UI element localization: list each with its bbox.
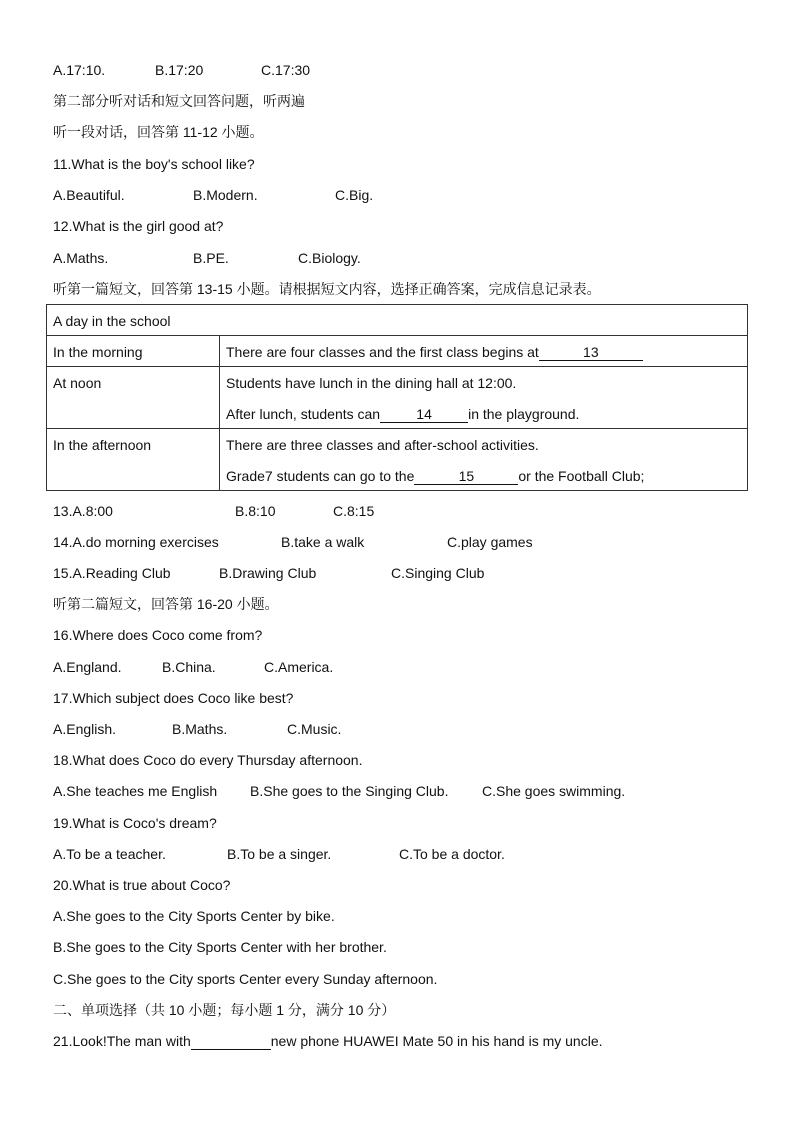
q11-option-b: B.Modern.: [193, 187, 258, 203]
q20-option-a: A.She goes to the City Sports Center by bike.: [53, 908, 335, 924]
q10-option-a: A.17:10.: [53, 62, 106, 78]
q12-option-a: A.Maths.: [53, 250, 109, 266]
q15-option-c: C.Singing Club: [391, 565, 485, 581]
dialog-intro: 听一段对话，回答第 11-12 小题。: [53, 124, 264, 140]
q19-option-b: B.To be a singer.: [227, 846, 332, 862]
q12-option-c: C.Biology.: [298, 250, 361, 266]
noon-text-cell: [220, 367, 748, 429]
q21-stem-post: new phone HUAWEI Mate 50 in his hand is my uncle.: [270, 1033, 603, 1049]
passage2-intro: 听第二篇短文，回答第 16-20 小题。: [53, 596, 279, 612]
q16-option-a: A.England.: [53, 659, 122, 675]
q11-stem: 11.What is the boy's school like?: [53, 156, 255, 172]
q21-stem-pre: 21.Look!The man with: [53, 1033, 191, 1049]
q15-option-a: 15.A.Reading Club: [53, 565, 171, 581]
blank-15: 15: [414, 468, 518, 485]
afternoon-label: In the afternoon: [53, 437, 152, 453]
q16-option-b: B.China.: [162, 659, 216, 675]
q12-option-b: B.PE.: [193, 250, 229, 266]
noon-label-cell: [47, 367, 220, 429]
q17-option-c: C.Music.: [287, 721, 342, 737]
q16-option-c: C.America.: [264, 659, 334, 675]
q14-option-b: B.take a walk: [281, 534, 365, 550]
q13-option-c: C.8:15: [333, 503, 375, 519]
morning-text-cell: [220, 336, 748, 367]
afternoon-line-2-post: or the Football Club;: [518, 468, 645, 484]
q11-option-a: A.Beautiful.: [53, 187, 125, 203]
q13-option-b: B.8:10: [235, 503, 276, 519]
passage1-intro: 听第一篇短文，回答第 13-15 小题。请根据短文内容，选择正确答案，完成信息记录表。: [53, 281, 601, 297]
noon-label: At noon: [53, 375, 102, 391]
q17-stem: 17.Which subject does Coco like best?: [53, 690, 294, 706]
q14-option-a: 14.A.do morning exercises: [53, 534, 219, 550]
q20-stem: 20.What is true about Coco?: [53, 877, 231, 893]
q10-option-c: C.17:30: [261, 62, 311, 78]
morning-label: In the morning: [53, 344, 143, 360]
info-record-table: [46, 304, 748, 491]
afternoon-line-2-pre: Grade7 students can go to the: [226, 468, 415, 484]
morning-label-cell: [47, 336, 220, 367]
q19-option-a: A.To be a teacher.: [53, 846, 166, 862]
q19-option-c: C.To be a doctor.: [399, 846, 505, 862]
q12-stem: 12.What is the girl good at?: [53, 218, 224, 234]
afternoon-text-cell: [220, 429, 748, 491]
table-title-cell: [47, 305, 748, 336]
q13-option-a: 13.A.8:00: [53, 503, 113, 519]
q10-option-b: B.17:20: [155, 62, 204, 78]
section2-heading: 二、单项选择（共 10 小题；每小题 1 分，满分 10 分）: [53, 1002, 396, 1018]
afternoon-line-1: There are three classes and after-school activities.: [226, 437, 539, 453]
table-title: A day in the school: [53, 313, 171, 329]
q19-stem: 19.What is Coco's dream?: [53, 815, 217, 831]
q18-option-a: A.She teaches me English: [53, 783, 218, 799]
blank-14: 14: [380, 406, 468, 423]
q18-stem: 18.What does Coco do every Thursday afternoon.: [53, 752, 363, 768]
blank-13: 13: [539, 344, 643, 361]
q17-option-a: A.English.: [53, 721, 117, 737]
q18-option-c: C.She goes swimming.: [482, 783, 626, 799]
q14-option-c: C.play games: [447, 534, 533, 550]
q11-option-c: C.Big.: [335, 187, 374, 203]
q17-option-b: B.Maths.: [172, 721, 228, 737]
q16-stem: 16.Where does Coco come from?: [53, 627, 263, 643]
morning-text: There are four classes and the first class begins at: [226, 344, 539, 360]
q21-stem: [53, 1032, 603, 1050]
q15-option-b: B.Drawing Club: [219, 565, 317, 581]
noon-line-2-post: in the playground.: [468, 406, 580, 422]
q20-option-c: C.She goes to the City sports Center every Sunday afternoon.: [53, 971, 438, 987]
q20-option-b: B.She goes to the City Sports Center with her brother.: [53, 939, 387, 955]
noon-line-1: Students have lunch in the dining hall at 12:00.: [226, 375, 517, 391]
part2-heading: 第二部分听对话和短文回答问题，听两遍: [53, 93, 305, 109]
noon-line-2-pre: After lunch, students can: [226, 406, 381, 422]
afternoon-label-cell: [47, 429, 220, 491]
q21-blank: [191, 1033, 271, 1050]
q18-option-b: B.She goes to the Singing Club.: [250, 783, 449, 799]
